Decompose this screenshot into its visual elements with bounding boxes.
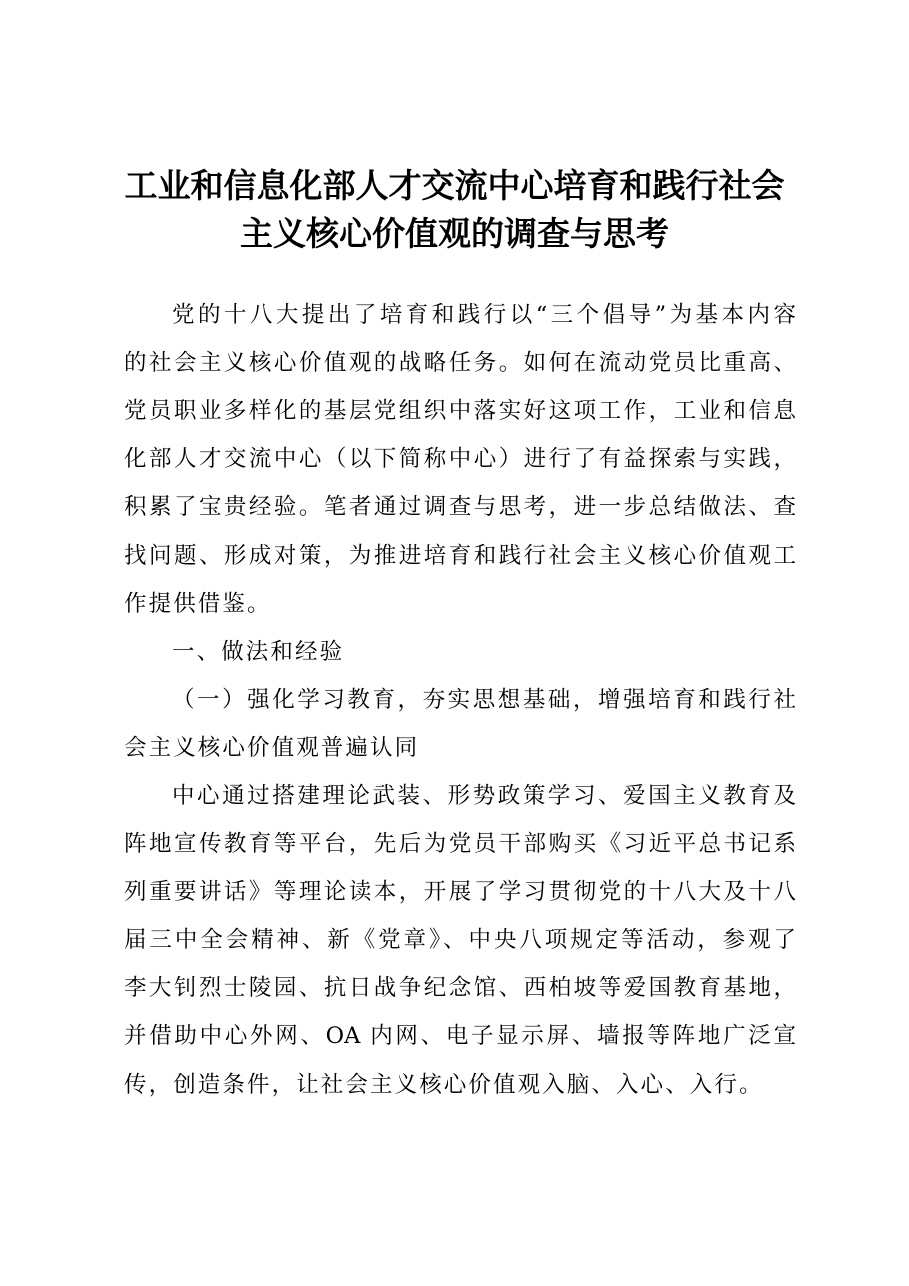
body-line: 党的十八大提出了培育和践行以“三个倡导”为基本内容 [172,302,796,328]
document-title-line-1: 工业和信息化部人才交流中心培育和践行社会 [124,166,785,205]
body-line: 传，创造条件，让社会主义核心价值观入脑、入心、入行。 [124,1072,764,1098]
subsection-heading-line: 会主义核心价值观普遍认同 [124,735,420,761]
body-line: 届三中全会精神、新《党章》、中央八项规定等活动，参观了 [124,927,796,953]
body-line: 积累了宝贵经验。笔者通过调查与思考，进一步总结做法、查 [124,494,796,520]
section-heading: 一、做法和经验 [172,639,345,665]
body-line: 党员职业多样化的基层党组织中落实好这项工作，工业和信息 [124,398,796,424]
body-line: 找问题、形成对策，为推进培育和践行社会主义核心价值观工 [124,543,796,569]
body-line: 的社会主义核心价值观的战略任务。如何在流动党员比重高、 [124,350,796,376]
body-line: 中心通过搭建理论武装、形势政策学习、爱国主义教育及 [172,783,796,809]
body-line: 李大钊烈士陵园、抗日战争纪念馆、西柏坡等爱国教育基地， [124,975,796,1001]
body-line: 列重要讲话》等理论读本，开展了学习贯彻党的十八大及十八 [124,879,796,905]
subsection-heading-line: （一）强化学习教育，夯实思想基础，增强培育和践行社 [172,687,796,713]
body-line: 阵地宣传教育等平台，先后为党员干部购买《习近平总书记系 [124,831,796,857]
body-line: 并借助中心外网、OA 内网、电子显示屏、墙报等阵地广泛宣 [124,1023,796,1049]
body-line: 化部人才交流中心（以下简称中心）进行了有益探索与实践， [124,446,796,472]
body-line: 作提供借鉴。 [124,591,272,617]
document-title-line-2: 主义核心价值观的调查与思考 [240,214,669,253]
